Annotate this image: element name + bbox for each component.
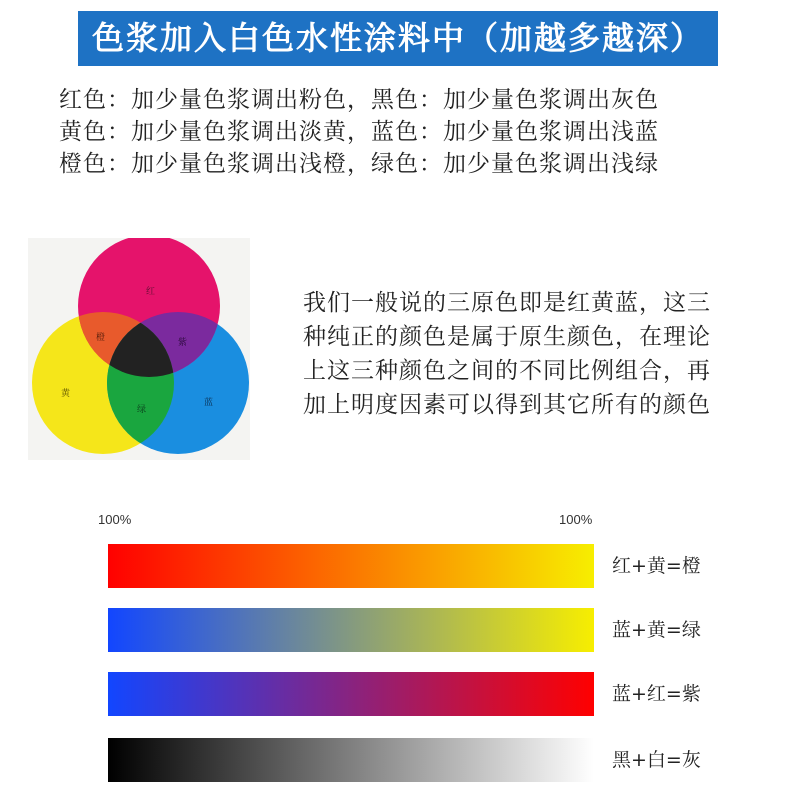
- mix-label-blue-yellow: 蓝+黄=绿: [612, 619, 701, 641]
- gradient-bar-black-white: [108, 738, 594, 782]
- title-banner: 色浆加入白色水性涂料中（加越多越深）: [78, 11, 718, 66]
- gradient-bar-red-yellow: [108, 544, 594, 588]
- gradient-bar-blue-red: [108, 672, 594, 716]
- wheel-label-red: 红: [146, 287, 156, 297]
- wheel-label-blue: 蓝: [204, 398, 214, 408]
- wheel-label-green: 绿: [137, 405, 147, 415]
- rule-line-1: 红色：加少量色浆调出粉色，黑色：加少量色浆调出灰色: [59, 87, 659, 113]
- mix-label-blue-red: 蓝+红=紫: [612, 683, 701, 705]
- explanation-line-3: 上这三种颜色之间的不同比例组合，再: [303, 358, 711, 384]
- gradient-bar-blue-yellow: [108, 608, 594, 652]
- rule-line-3: 橙色：加少量色浆调出浅橙，绿色：加少量色浆调出浅绿: [59, 151, 659, 177]
- color-wheel-illustration: [28, 238, 250, 460]
- primary-colors-explanation: [303, 286, 773, 422]
- explanation-line-4: 加上明度因素可以得到其它所有的颜色: [303, 392, 711, 418]
- wheel-label-orange: 橙: [96, 333, 106, 343]
- tint-rules: [59, 84, 759, 180]
- mix-label-black-white: 黑+白=灰: [612, 749, 701, 771]
- explanation-line-1: 我们一般说的三原色即是红黄蓝，这三: [303, 290, 711, 316]
- scale-right-percent: 100%: [559, 512, 593, 527]
- wheel-label-purple: 紫: [178, 338, 188, 348]
- rule-line-2: 黄色：加少量色浆调出淡黄，蓝色：加少量色浆调出浅蓝: [59, 119, 659, 145]
- mix-label-red-yellow: 红+黄=橙: [612, 555, 701, 577]
- scale-left-percent: 100%: [98, 512, 132, 527]
- color-wheel-svg: [28, 238, 250, 460]
- explanation-line-2: 种纯正的颜色是属于原生颜色，在理论: [303, 324, 711, 350]
- wheel-label-yellow: 黄: [61, 389, 71, 399]
